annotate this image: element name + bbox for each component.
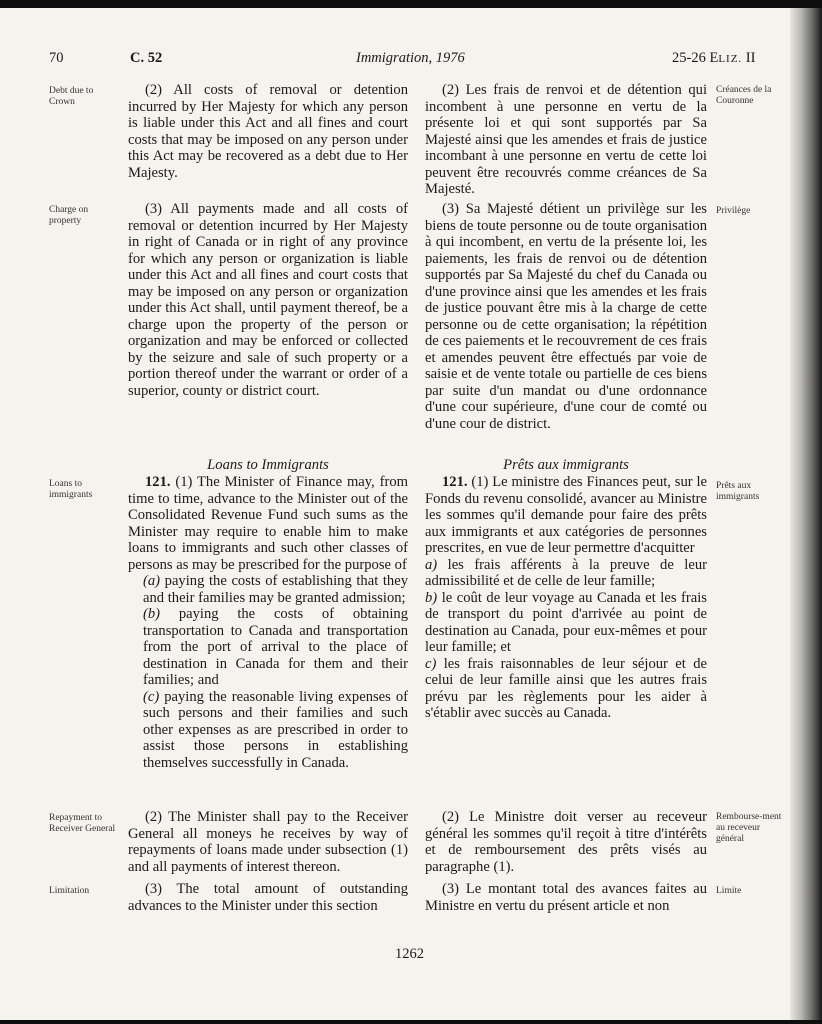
header-chapter: C. 52 (130, 50, 163, 66)
en-section-121-3: (3) The total amount of outstanding advances to the Minister under this section (128, 881, 408, 914)
footer-page-number: 1262 (395, 946, 424, 962)
margin-note-limite: Limite (716, 886, 742, 896)
page-edge-shadow (790, 8, 822, 1020)
header-page-number: 70 (49, 50, 64, 66)
en-item-b: (b) paying the costs of obtaining transportation to Canada and transportation from the port of arrival to the place of destination in Canada for them and their families; and (143, 606, 408, 688)
margin-note-repayment-to-receiver-general: Repayment to Receiver General (49, 813, 116, 834)
margin-note-remboursement-au-receveur-general: Rembourse-ment au receveur général (716, 812, 782, 844)
header-regnal-year: 25-26 ELIZ. II (672, 50, 756, 66)
en-section-121-1: 121. (1) The Minister of Finance may, from time to time, advance to the Minister out of the Consolidated Revenue Fund such sums as the Minister may require to enable him to make loans to immigrants and such other classes of persons as may be prescribed for the purpose of (a) paying the costs of establishing that they and their families may be granted admission; (b) paying the costs of obtaining transportation to Canada and transportation from the port of arrival to the place of destination in Canada for them and their families; and (c) paying the reasonable living expenses of such persons and their families and such other expenses as are prescribed in order to assist those persons in establishing themselves successfully in Canada. (128, 474, 408, 771)
heading-prets-aux-immigrants: Prêts aux immigrants (503, 457, 629, 473)
fr-item-c: c) les frais raisonnables de leur séjour et de celui de leur famille ainsi que les autres frais prévu par les règlements pour les aider à s'établir avec succès au Canada. (425, 655, 707, 721)
fr-subsection-2-creances: (2) Les frais de renvoi et de détention qui incombent à une personne en vertu de la présente loi et qui sont supportés par Sa Majesté ainsi que les amendes et frais de justice incombant à une personne en vertu de cette loi peuvent être recouvrés comme créances de Sa Majesté. (425, 82, 707, 197)
en-subsection-3-charge: (3) All payments made and all costs of removal or detention incurred by Her Majesty in right of Canada or in right of any province for which any person or organization is liable under this Act and all fines and court costs that may be imposed on any person or organization under this Act shall, until payment thereof, be a charge upon the property of the person or organization and may be enforced or collected by the seizure and sale of such property or a portion thereof under the warrant or order of a superior, county or district court. (128, 201, 408, 399)
margin-note-debt-due-to-crown: Debt due to Crown (49, 86, 94, 107)
fr-section-121-1: 121. (1) Le ministre des Finances peut, sur le Fonds du revenu consolidé, avancer au Ministre les sommes qu'il demande pour faire des prêts aux immigrants et aux catégories de personnes prescrites, en vue de leur permettre d'acquitter a) les frais afférents à la preuve de leur admissibilité et de celle de leur famille; b) le coût de leur voyage au Canada et les frais de transport du point d'arrivée au point de destination au Canada, pour eux-mêmes et pour leur famille; et c) les frais raisonnables de leur séjour et de celui de leur famille ainsi que les autres frais prévu par les règlements pour les aider à s'établir avec succès au Canada. (425, 474, 707, 721)
margin-note-prets-aux-immigrants: Prêts aux immigrants (716, 481, 760, 502)
margin-note-creances-de-la-couronne: Créances de la Couronne (716, 85, 772, 106)
fr-item-b: b) le coût de leur voyage au Canada et les frais de transport du point d'arrivée au point de destination au Canada, pour eux-mêmes et pour leur famille; et (425, 589, 707, 655)
fr-item-a: a) les frais afférents à la preuve de leur admissibilité et de celle de leur famille; (425, 556, 707, 589)
en-subsection-2-debt: (2) All costs of removal or detention incurred by Her Majesty for which any person is liable under this Act and all fines and court costs that may be imposed on any person under this Act may be recovered as a debt due to Her Majesty. (128, 82, 408, 181)
margin-note-charge-on-property: Charge on property (49, 205, 89, 226)
margin-note-privilege: Privilège (716, 206, 751, 216)
heading-loans-to-immigrants: Loans to Immigrants (207, 457, 329, 473)
en-item-c: (c) paying the reasonable living expenses of such persons and their families and such other expenses as are prescribed in order to assist those persons in establishing themselves successfully in Canada. (143, 688, 408, 771)
margin-note-limitation: Limitation (49, 886, 90, 896)
header-title: Immigration, 1976 (356, 50, 465, 66)
en-section-121-2: (2) The Minister shall pay to the Receiver General all moneys he receives by way of repayments of loans made under subsection (1) and all payments of interest thereon. (128, 809, 408, 875)
fr-subsection-3-privilege: (3) Sa Majesté détient un privilège sur les biens de toute personne ou de toute organisation à qui incombent, en vertu de la présente loi, les paiements, les frais de renvoi ou de détention supportés par Sa Majesté du chef du Canada ou d'une province ainsi que les amendes et les frais de justice pouvant être mis à la charge de cette personne ou de cette organisation; la répétition de ces paiements et le recouvrement de ces frais et amendes peuvent être effectués par voie de saisie et de vente totale ou partielle de ces biens par suite d'un mandat ou d'une ordonnance d'une cour supérieure, d'une cour de comté ou d'une cour de district. (425, 201, 707, 432)
fr-section-121-2: (2) Le Ministre doit verser au receveur général les sommes qu'il reçoit à titre d'intérêts et de remboursement des prêts visés au paragraphe (1). (425, 809, 707, 875)
en-item-a: (a) paying the costs of establishing that they and their families may be granted admission; (143, 573, 408, 606)
margin-note-loans-to-immigrants: Loans to immigrants (49, 479, 93, 500)
fr-section-121-3: (3) Le montant total des avances faites au Ministre en vertu du présent article et non (425, 881, 707, 914)
